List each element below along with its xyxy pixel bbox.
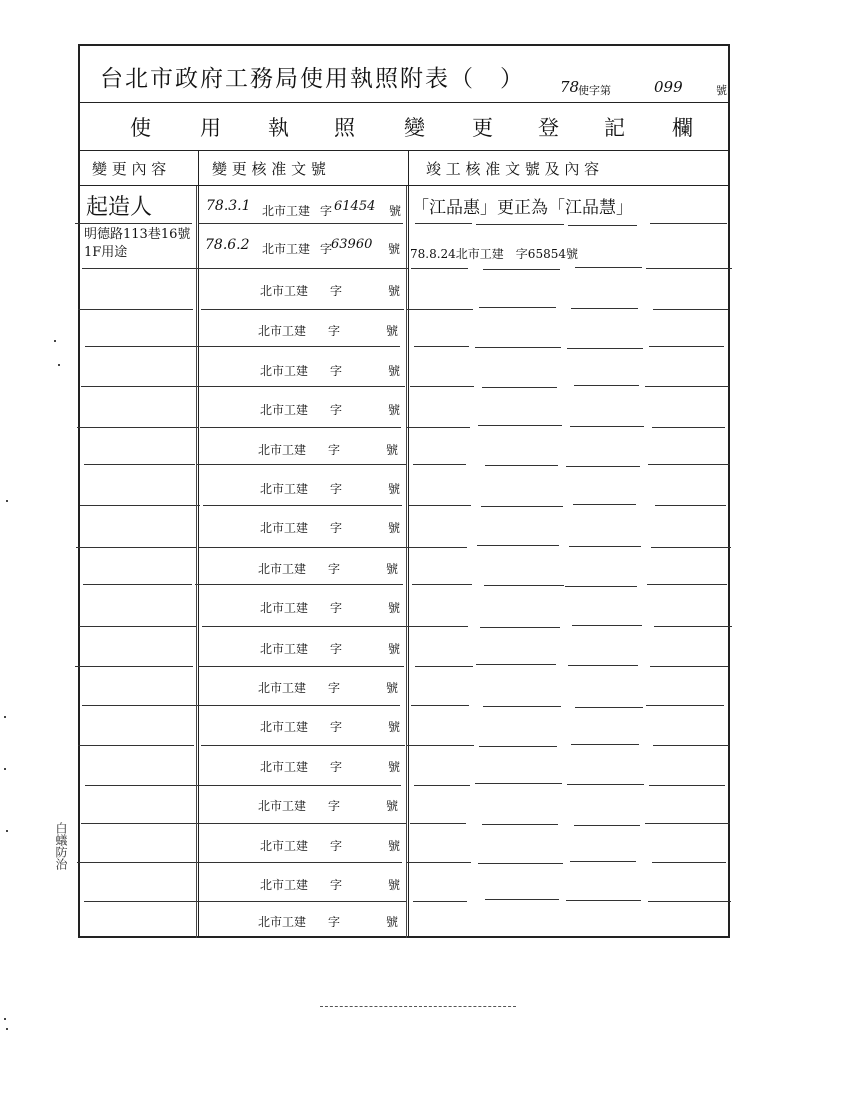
- entry-content: 明德路113巷16號1F用途: [84, 227, 191, 260]
- ruling-line: [409, 505, 471, 506]
- ruling-line: [567, 348, 643, 349]
- blank-row-office: 北市工建: [258, 324, 307, 338]
- ruling-line: [574, 385, 639, 386]
- column-rule-2: [408, 150, 409, 936]
- ruling-line: [566, 466, 640, 467]
- blank-row-zi: 字: [330, 839, 343, 853]
- ruling-line: [405, 547, 467, 548]
- ruling-line: [655, 505, 726, 506]
- ruling-line: [200, 862, 402, 863]
- entry-date: 78.3.1: [206, 198, 251, 214]
- blank-row-hao: 號: [386, 562, 399, 576]
- ruling-line: [413, 901, 467, 902]
- column-header-content: 變 更 內 容: [92, 160, 167, 178]
- scan-speck: [6, 830, 8, 832]
- blank-row-zi: 字: [330, 364, 343, 378]
- ruling-line: [475, 347, 561, 348]
- ruling-line: [570, 426, 644, 427]
- ruling-line: [411, 705, 469, 706]
- ruling-line: [485, 465, 558, 466]
- ruling-line: [196, 464, 406, 465]
- ruling-line: [575, 707, 643, 708]
- blank-row-zi: 字: [330, 403, 343, 417]
- blank-row-office: 北市工建: [260, 364, 309, 378]
- section-heading-char: 更: [472, 116, 493, 140]
- entry-number: 63960: [331, 237, 373, 252]
- ruling-line: [415, 223, 472, 224]
- ruling-line: [478, 863, 563, 864]
- blank-row-hao: 號: [386, 799, 399, 813]
- ruling-line: [200, 427, 401, 428]
- column-rule: [196, 186, 197, 938]
- permit-number: 099: [654, 78, 683, 96]
- ruling-line: [646, 268, 732, 269]
- section-heading-char: 欄: [672, 116, 693, 140]
- permit-prefix: 使字第: [578, 84, 611, 97]
- ruling-line: [568, 665, 638, 666]
- ruling-line: [477, 545, 559, 546]
- ruling-line: [483, 269, 560, 270]
- footer-rule: [320, 1006, 516, 1007]
- scan-speck: [6, 500, 8, 502]
- ruling-line: [77, 862, 200, 863]
- ruling-line: [651, 547, 731, 548]
- blank-row-hao: 號: [388, 403, 401, 417]
- ruling-line: [199, 547, 407, 548]
- blank-row-office: 北市工建: [258, 562, 307, 576]
- entry-office: 北市工建: [262, 242, 311, 256]
- ruling-line: [569, 546, 641, 547]
- ruling-line: [649, 346, 724, 347]
- ruling-line: [194, 705, 400, 706]
- blank-row-hao: 號: [388, 482, 401, 496]
- margin-note: 白蟻防治: [54, 822, 68, 870]
- scan-speck: [58, 364, 60, 366]
- blank-row-hao: 號: [388, 878, 401, 892]
- ruling-line: [197, 346, 400, 347]
- divider-columns: [80, 185, 728, 186]
- ruling-line: [475, 783, 562, 784]
- blank-row-office: 北市工建: [260, 720, 309, 734]
- ruling-line: [653, 309, 728, 310]
- ruling-line: [193, 823, 406, 824]
- blank-row-office: 北市工建: [258, 799, 307, 813]
- entry-zi: 字: [320, 242, 333, 256]
- blank-row-zi: 字: [330, 642, 343, 656]
- ruling-line: [75, 223, 192, 224]
- blank-row-hao: 號: [388, 601, 401, 615]
- ruling-line: [413, 464, 466, 465]
- blank-row-zi: 字: [330, 521, 343, 535]
- blank-row-zi: 字: [330, 284, 343, 298]
- ruling-line: [573, 504, 636, 505]
- form-frame: [78, 44, 730, 938]
- blank-row-zi: 字: [330, 878, 343, 892]
- blank-row-hao: 號: [386, 324, 399, 338]
- ruling-line: [82, 268, 197, 269]
- ruling-line: [478, 425, 562, 426]
- blank-row-zi: 字: [330, 482, 343, 496]
- ruling-line: [81, 823, 195, 824]
- ruling-line: [567, 784, 644, 785]
- scan-speck: [4, 1018, 6, 1020]
- section-heading-char: 使: [130, 116, 151, 140]
- blank-row-office: 北市工建: [260, 284, 309, 298]
- column-rule: [406, 186, 407, 938]
- ruling-line: [84, 464, 195, 465]
- blank-row-hao: 號: [386, 681, 399, 695]
- entry-number: 61454: [334, 199, 376, 214]
- ruling-line: [85, 346, 198, 347]
- blank-row-office: 北市工建: [258, 681, 307, 695]
- ruling-line: [410, 386, 474, 387]
- entry-completion: 78.8.24北市工建 字65854號: [410, 247, 578, 261]
- ruling-line: [407, 745, 474, 746]
- blank-row-zi: 字: [330, 601, 343, 615]
- section-heading-char: 登: [538, 116, 559, 140]
- ruling-line: [476, 224, 564, 225]
- blank-row-office: 北市工建: [260, 601, 309, 615]
- ruling-line: [654, 626, 732, 627]
- column-header-approval: 變 更 核 准 文 號: [212, 160, 326, 178]
- blank-row-office: 北市工建: [260, 403, 309, 417]
- ruling-line: [652, 427, 725, 428]
- entry-hao: 號: [389, 204, 402, 218]
- divider-title: [80, 102, 728, 103]
- ruling-line: [566, 900, 641, 901]
- ruling-line: [79, 626, 197, 627]
- blank-row-zi: 字: [328, 324, 341, 338]
- ruling-line: [575, 267, 642, 268]
- ruling-line: [652, 862, 726, 863]
- section-heading-char: 記: [604, 116, 625, 140]
- blank-row-office: 北市工建: [260, 839, 309, 853]
- blank-row-office: 北市工建: [260, 642, 309, 656]
- entry-zi: 字: [320, 204, 333, 218]
- blank-row-hao: 號: [388, 642, 401, 656]
- ruling-line: [653, 745, 729, 746]
- ruling-line: [201, 745, 405, 746]
- ruling-line: [646, 705, 724, 706]
- section-heading-char: 用: [200, 116, 221, 140]
- ruling-line: [414, 346, 469, 347]
- ruling-line: [75, 666, 193, 667]
- blank-row-zi: 字: [328, 562, 341, 576]
- ruling-line: [484, 585, 564, 586]
- ruling-line: [481, 506, 563, 507]
- ruling-line: [197, 785, 401, 786]
- ruling-line: [482, 387, 557, 388]
- ruling-line: [81, 386, 194, 387]
- ruling-line: [406, 427, 470, 428]
- ruling-line: [480, 627, 560, 628]
- scan-speck: [6, 1028, 8, 1030]
- section-heading-char: 變: [404, 116, 425, 140]
- blank-row-office: 北市工建: [260, 521, 309, 535]
- ruling-line: [647, 584, 727, 585]
- blank-row-office: 北市工建: [258, 915, 307, 929]
- scan-speck: [54, 340, 56, 342]
- blank-row-zi: 字: [328, 681, 341, 695]
- blank-row-hao: 號: [388, 839, 401, 853]
- blank-row-hao: 號: [388, 521, 401, 535]
- entry-content: 起造人: [86, 195, 153, 220]
- section-heading-char: 照: [334, 116, 355, 140]
- blank-row-office: 北市工建: [258, 443, 307, 457]
- entry-office: 北市工建: [262, 204, 311, 218]
- ruling-line: [412, 584, 472, 585]
- ruling-line: [410, 823, 466, 824]
- ruling-line: [202, 626, 408, 627]
- blank-row-zi: 字: [330, 760, 343, 774]
- ruling-line: [411, 268, 468, 269]
- ruling-line: [568, 225, 637, 226]
- blank-row-zi: 字: [328, 915, 341, 929]
- scan-speck: [4, 716, 6, 718]
- ruling-line: [565, 586, 637, 587]
- ruling-line: [407, 309, 473, 310]
- ruling-line: [415, 666, 473, 667]
- section-heading-char: 執: [268, 116, 289, 140]
- ruling-line: [78, 745, 194, 746]
- ruling-line: [571, 308, 638, 309]
- ruling-line: [479, 746, 557, 747]
- ruling-line: [76, 547, 196, 548]
- ruling-line: [408, 626, 468, 627]
- ruling-line: [483, 706, 561, 707]
- blank-row-hao: 號: [388, 720, 401, 734]
- ruling-line: [203, 505, 402, 506]
- ruling-line: [485, 899, 559, 900]
- permit-year: 78: [560, 78, 580, 96]
- ruling-line: [648, 464, 730, 465]
- blank-row-hao: 號: [386, 915, 399, 929]
- ruling-line: [406, 862, 471, 863]
- blank-row-office: 北市工建: [260, 482, 309, 496]
- permit-suffix: 號: [716, 84, 727, 97]
- ruling-line: [479, 307, 556, 308]
- blank-row-zi: 字: [328, 443, 341, 457]
- column-header-completion: 竣 工 核 准 文 號 及 內 容: [426, 160, 600, 178]
- blank-row-office: 北市工建: [260, 760, 309, 774]
- ruling-line: [195, 584, 403, 585]
- ruling-line: [82, 705, 198, 706]
- ruling-line: [645, 386, 729, 387]
- ruling-line: [649, 785, 725, 786]
- ruling-line: [193, 386, 405, 387]
- ruling-line: [77, 427, 199, 428]
- ruling-line: [650, 666, 728, 667]
- divider-section: [80, 150, 728, 151]
- ruling-line: [78, 309, 193, 310]
- ruling-line: [198, 223, 403, 224]
- ruling-line: [476, 664, 556, 665]
- entry-hao: 號: [388, 242, 401, 256]
- scan-speck: [4, 768, 6, 770]
- blank-row-zi: 字: [328, 799, 341, 813]
- blank-row-hao: 號: [388, 760, 401, 774]
- entry-date: 78.6.2: [205, 237, 250, 253]
- ruling-line: [645, 823, 730, 824]
- page-title: 台北市政府工務局使用執照附表（ ）: [100, 66, 525, 92]
- ruling-line: [574, 825, 640, 826]
- entry-completion: 「江品惠」更正為「江品慧」: [412, 198, 633, 218]
- ruling-line: [198, 666, 404, 667]
- ruling-line: [414, 785, 470, 786]
- blank-row-hao: 號: [388, 364, 401, 378]
- ruling-line: [83, 584, 192, 585]
- blank-row-office: 北市工建: [260, 878, 309, 892]
- ruling-line: [194, 268, 408, 269]
- blank-row-hao: 號: [386, 443, 399, 457]
- blank-row-zi: 字: [330, 720, 343, 734]
- ruling-line: [482, 824, 558, 825]
- ruling-line: [570, 861, 636, 862]
- ruling-line: [572, 625, 642, 626]
- ruling-line: [648, 901, 731, 902]
- ruling-line: [84, 901, 196, 902]
- ruling-line: [201, 309, 404, 310]
- ruling-line: [85, 785, 199, 786]
- ruling-line: [80, 505, 200, 506]
- ruling-line: [650, 223, 727, 224]
- ruling-line: [571, 744, 639, 745]
- blank-row-hao: 號: [388, 284, 401, 298]
- ruling-line: [196, 901, 407, 902]
